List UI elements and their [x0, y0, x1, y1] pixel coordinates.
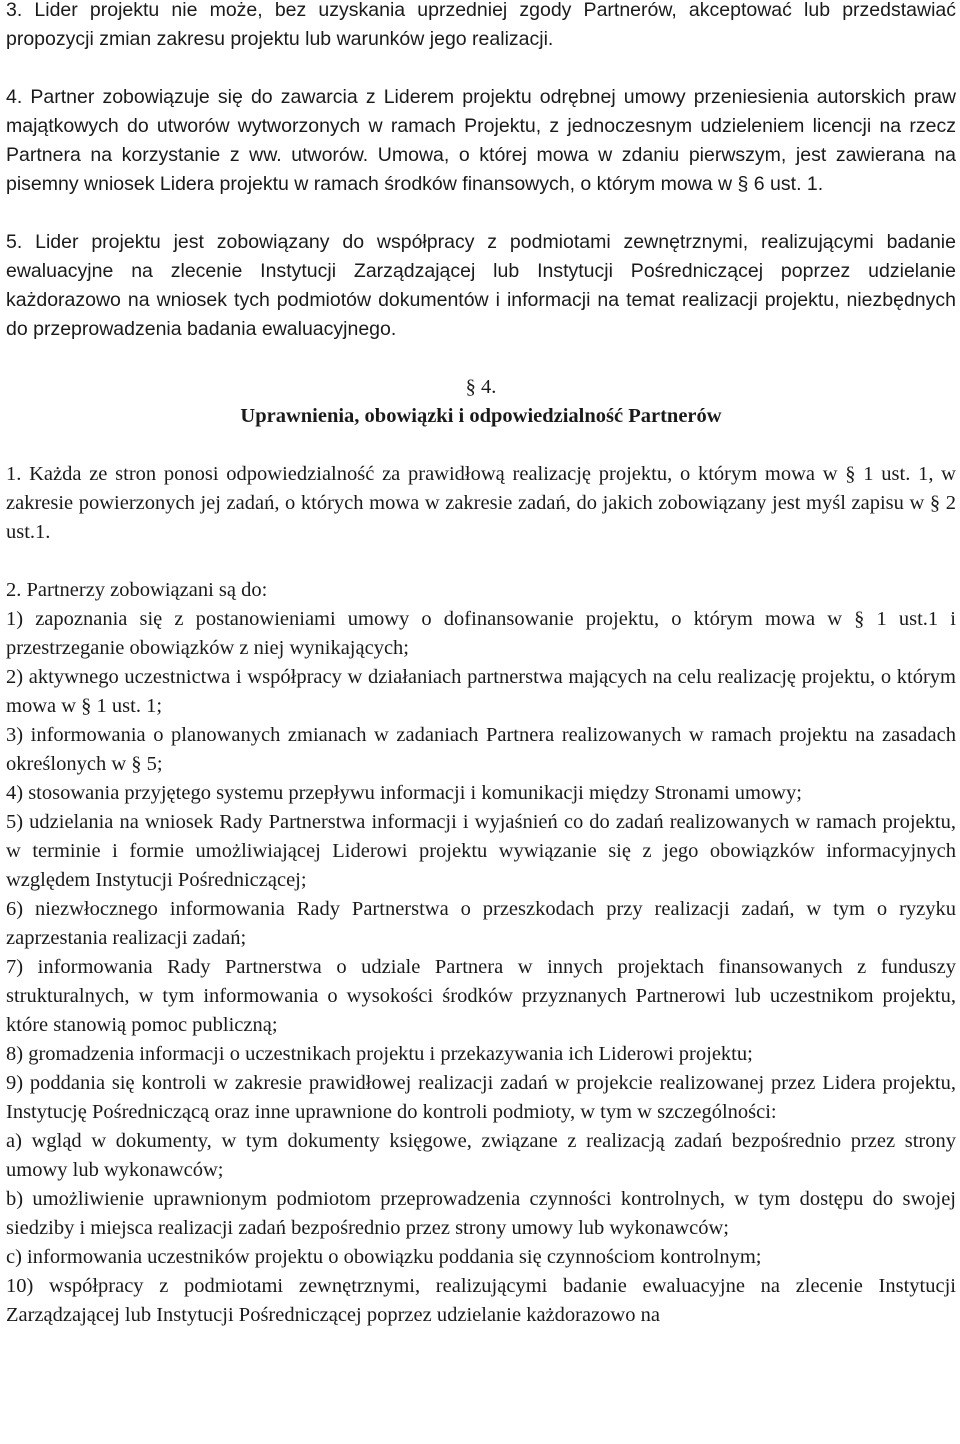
list-item: a) wgląd w dokumenty, w tym dokumenty księgowe, związane z realizacją zadań bezpośrednio przez strony umowy lub wykonawców; [6, 1130, 956, 1181]
list-item: 1) zapoznania się z postanowieniami umowy o dofinansowanie projektu, o którym mowa w § 1 ust.1 i przestrzeganie obowiązków z niej wynikających; [6, 608, 956, 659]
clause-2-intro: 2. Partnerzy zobowiązani są do: [6, 579, 268, 601]
list-item: 3) informowania o planowanych zmianach w zadaniach Partnera realizowanych w ramach projektu na zasadach określonych w § 5; [6, 724, 956, 775]
list-item: b) umożliwienie uprawnionym podmiotom przeprowadzenia czynności kontrolnych, w tym dostępu do swojej siedziby i miejsca realizacji zadań bezpośrednio przez strony umowy lub wykonawców; [6, 1188, 956, 1239]
list-item: 9) poddania się kontroli w zakresie prawidłowej realizacji zadań w projekcie realizowanej przez Lidera projektu, Instytucję Pośredniczącą oraz inne uprawnione do kontroli podmioty, w tym w szczególności: [6, 1072, 956, 1123]
list-item: 4) stosowania przyjętego systemu przepływu informacji i komunikacji między Stronami umowy; [6, 782, 802, 804]
list-item: 10) współpracy z podmiotami zewnętrznymi, realizującymi badanie ewaluacyjne na zlecenie Instytucji Zarządzającej lub Instytucji Pośredniczącej poprzez udzielanie każdorazowo na [6, 1275, 956, 1326]
paragraph-5: 5. Lider projektu jest zobowiązany do współpracy z podmiotami zewnętrznymi, realizującymi badanie ewaluacyjne na zlecenie Instytucji Zarządzającej lub Instytucji Pośredniczącej poprzez udzielanie każdorazowo na wniosek tych podmiotów dokumentów i informacji na temat realizacji projektu, niezbędnych do przeprowadzenia badania ewaluacyjnego. [6, 231, 956, 340]
section-number: § 4. [465, 376, 497, 398]
spacer [6, 431, 956, 460]
list-item: 2) aktywnego uczestnictwa i współpracy w działaniach partnerstwa mających na celu realizację projektu, o którym mowa w § 1 ust. 1; [6, 666, 956, 717]
list-item: c) informowania uczestników projektu o obowiązku poddania się czynnościom kontrolnym; [6, 1246, 762, 1268]
spacer [6, 199, 956, 228]
list-item: 7) informowania Rady Partnerstwa o udziale Partnera w innych projektach finansowanych z funduszy strukturalnych, w tym informowania o wysokości środków przyznanych Partnerowi lub uczestnikom projektu, które stanowią pomoc publiczną; [6, 956, 956, 1036]
clause-1: 1. Każda ze stron ponosi odpowiedzialność za prawidłową realizację projektu, o którym mowa w § 1 ust. 1, w zakresie powierzonych jej zadań, o których mowa w zakresie zadań, do jakich zobowiązany jest myśl zapisu w § 2 ust.1. [6, 463, 956, 543]
paragraph-3: 3. Lider projektu nie może, bez uzyskania uprzedniej zgody Partnerów, akceptować lub przedstawiać propozycji zmian zakresu projektu lub warunków jego realizacji. [6, 0, 956, 50]
paragraph-4: 4. Partner zobowiązuje się do zawarcia z Liderem projektu odrębnej umowy przeniesienia autorskich praw majątkowych do utworów wytworzonych w ramach Projektu, z jednoczesnym udzieleniem licencji na rzecz Partnera na korzystanie z ww. utworów. Umowa, o której mowa w zdaniu pierwszym, jest zawierana na pisemny wniosek Lidera projektu w ramach środków finansowych, o którym mowa w § 6 ust. 1. [6, 86, 956, 195]
spacer [6, 54, 956, 83]
list-item: 6) niezwłocznego informowania Rady Partnerstwa o przeszkodach przy realizacji zadań, w tym o ryzyku zaprzestania realizacji zadań; [6, 898, 956, 949]
list-item: 5) udzielania na wniosek Rady Partnerstwa informacji i wyjaśnień co do zadań realizowanych w ramach projektu, w terminie i formie umożliwiającej Liderowi projektu wywiązanie się z jego obowiązków informacyjnych względem Instytucji Pośredniczącej; [6, 811, 956, 891]
spacer [6, 344, 956, 373]
list-item: 8) gromadzenia informacji o uczestnikach projektu i przekazywania ich Liderowi projektu; [6, 1043, 753, 1065]
section-title: Uprawnienia, obowiązki i odpowiedzialność Partnerów [240, 405, 722, 427]
spacer [6, 547, 956, 576]
